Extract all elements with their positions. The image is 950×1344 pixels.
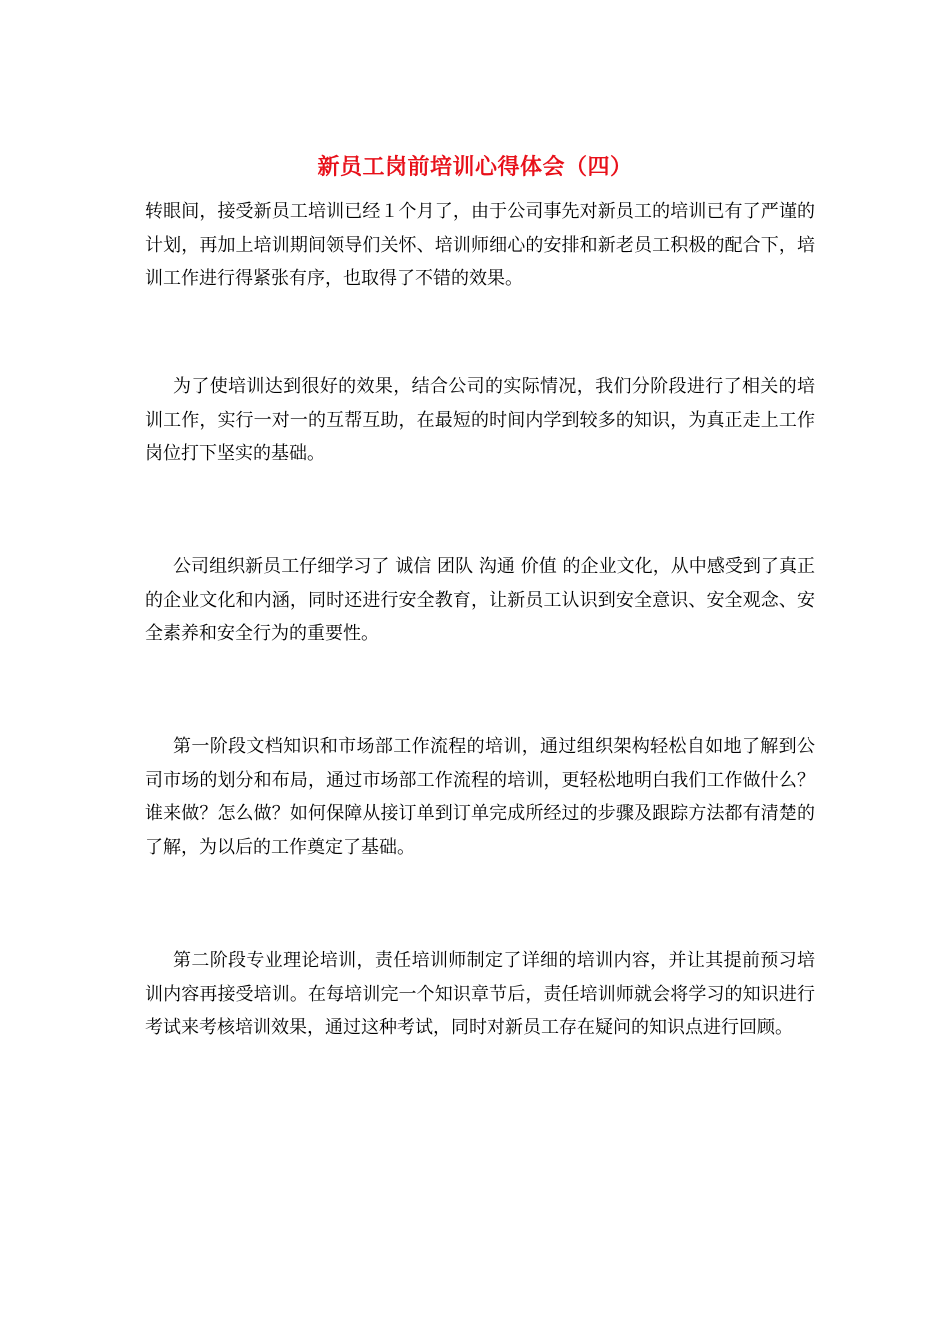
document-title: 新员工岗前培训心得体会（四） [317, 155, 633, 180]
paragraph-2: 为了使培训达到很好的效果，结合公司的实际情况，我们分阶段进行了相关的培训工作，实行一对一的互帮互助，在最短的时间内学到较多的知识，为真正走上工作岗位打下坚实的基础。 [145, 376, 815, 464]
paragraph-1: 转眼间，接受新员工培训已经１个月了，由于公司事先对新员工的培训已有了严谨的计划，再加上培训期间领导们关怀、培训师细心的安排和新老员工积极的配合下，培训工作进行得紧张有序，也取得了不错的效果。 [145, 201, 815, 289]
paragraph-3: 公司组织新员工仔细学习了 诚信 团队 沟通 价值 的企业文化，从中感受到了真正的企业文化和内涵，同时还进行安全教育，让新员工认识到安全意识、安全观念、安全素养和安全行为的重要性。 [145, 556, 815, 644]
paragraph-4: 第一阶段文档知识和市场部工作流程的培训，通过组织架构轻松自如地了解到公司市场的划分和布局，通过市场部工作流程的培训，更轻松地明白我们工作做什么？谁来做？怎么做？如何保障从接订单到订单完成所经过的步骤及跟踪方法都有清楚的了解，为以后的工作奠定了基础。 [145, 736, 815, 858]
paragraph-5: 第二阶段专业理论培训，责任培训师制定了详细的培训内容，并让其提前预习培训内容再接受培训。在每培训完一个知识章节后，责任培训师就会将学习的知识进行考试来考核培训效果，通过这种考试，同时对新员工存在疑问的知识点进行回顾。 [145, 950, 815, 1038]
